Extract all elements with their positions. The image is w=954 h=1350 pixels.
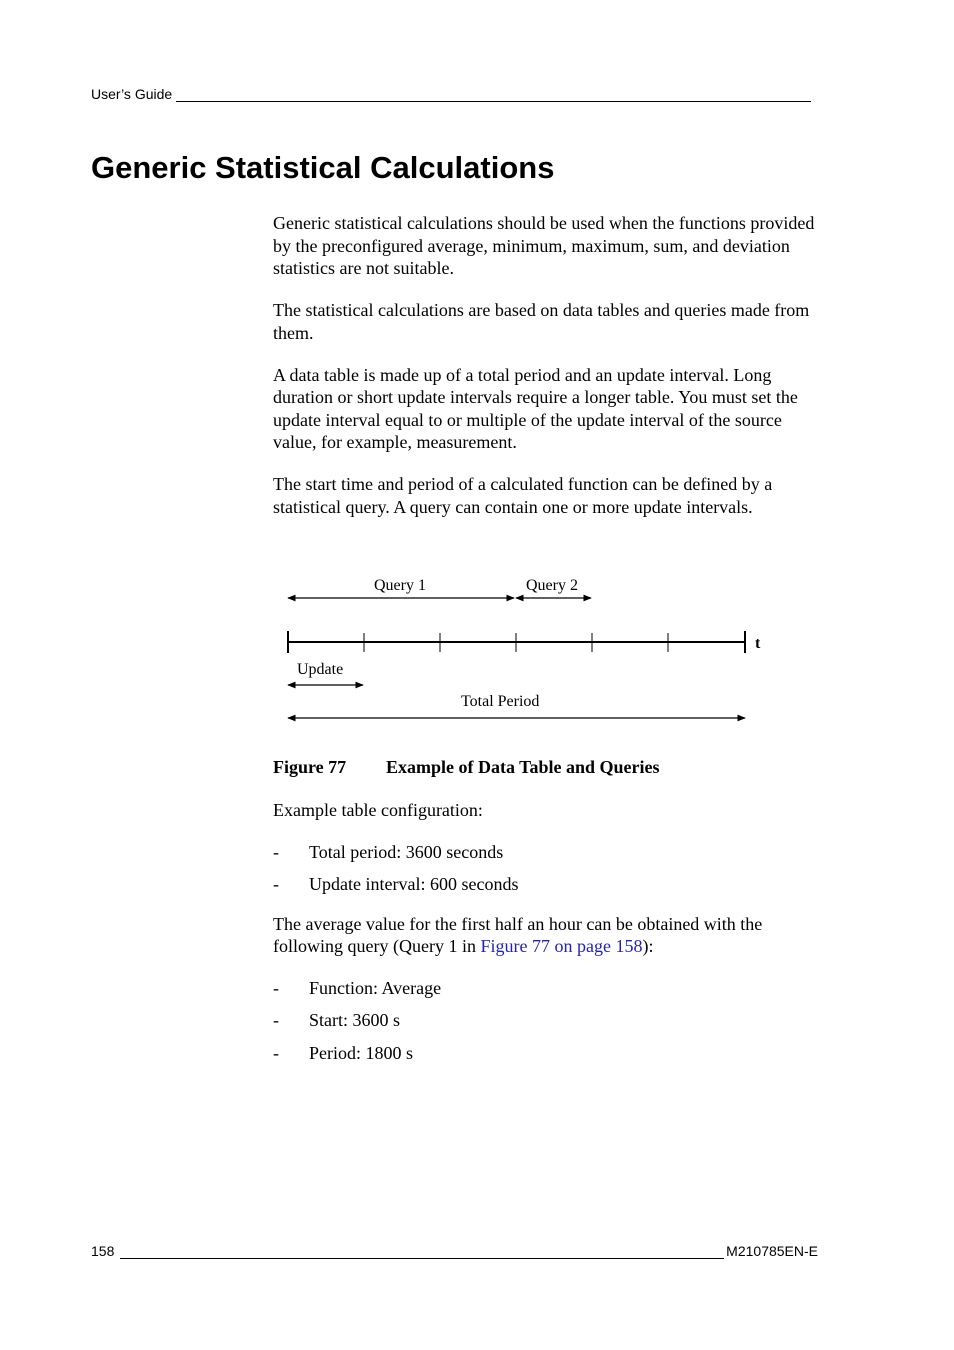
- paragraph: The start time and period of a calculated function can be defined by a statistical query. A query can contain one or more update intervals.: [273, 474, 773, 517]
- example-intro: Example table configuration:: [273, 800, 483, 820]
- page-header: [91, 86, 811, 102]
- footer-rule: [120, 1245, 724, 1259]
- header-rule: [176, 88, 811, 102]
- data-table-figure: [273, 565, 773, 740]
- list-item: - Update interval: 600 seconds: [273, 874, 519, 894]
- figure-number: Figure 77: [273, 757, 347, 777]
- list-item: - Period: 1800 s: [273, 1042, 414, 1063]
- axis-label: t: [755, 635, 761, 652]
- example-section: [273, 799, 821, 1081]
- query1-label: Query 1: [374, 577, 426, 594]
- paragraph: A data table is made up of a total period and an update interval. Long duration or short update intervals require a longer table. You must set the update interval equal to or multiple of the update interval of the source value, for example, measurement.: [273, 364, 798, 452]
- list-item: - Function: Average: [273, 977, 442, 998]
- total-period-label: Total Period: [461, 693, 540, 710]
- paragraph: Generic statistical calculations should be used when the functions provided by the preconfigured average, minimum, maximum, sum, and deviation statistics are not suitable.: [273, 213, 815, 278]
- figure-link[interactable]: Figure 77 on page 158: [480, 936, 643, 956]
- figure-title: Example of Data Table and Queries: [386, 757, 660, 777]
- update-label: Update: [297, 661, 344, 678]
- page-title: Generic Statistical Calculations: [91, 150, 555, 185]
- list-item: - Total period: 3600 seconds: [273, 841, 504, 862]
- page-number: 158: [91, 1243, 115, 1259]
- query2-label: Query 2: [526, 577, 578, 594]
- header-text: User’s Guide: [91, 86, 173, 102]
- intro-text: [273, 212, 821, 538]
- page-footer: [91, 1243, 818, 1259]
- figure-caption: [273, 757, 660, 778]
- query-paragraph: The average value for the first half an hour can be obtained with the following query (Query 1 in Figure 77 on page 158):: [273, 913, 763, 956]
- list-item: - Start: 3600 s: [273, 1010, 401, 1030]
- config-list: [273, 841, 821, 896]
- document-id: M210785EN-E: [726, 1243, 818, 1259]
- paragraph: The statistical calculations are based on data tables and queries made from them.: [273, 300, 810, 343]
- query-list: [273, 977, 821, 1065]
